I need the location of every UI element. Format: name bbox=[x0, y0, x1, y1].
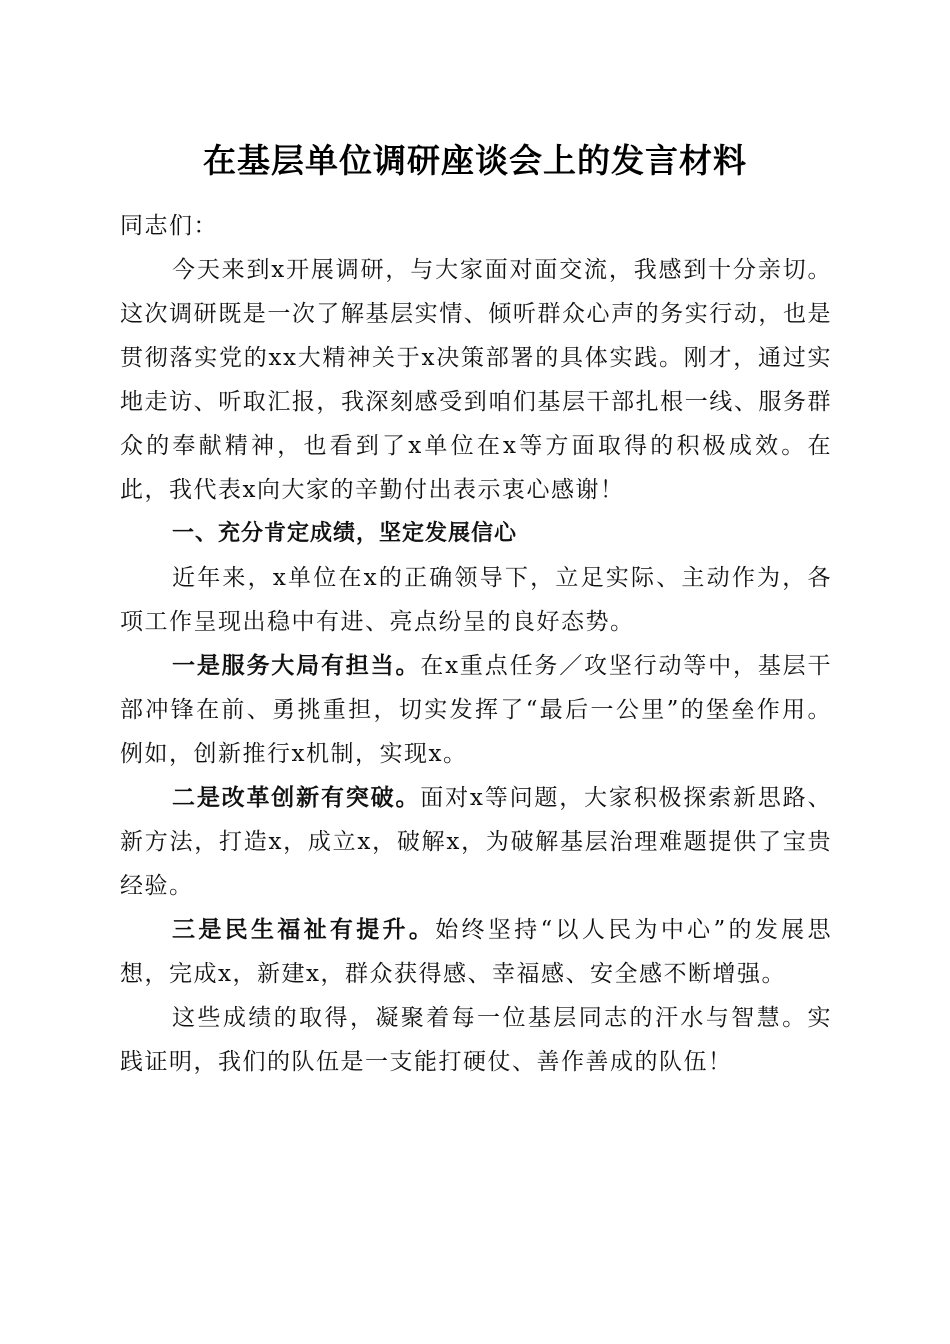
section-intro-paragraph: 近年来，x单位在x的正确领导下，立足实际、主动作为，各项工作呈现出稳中有进、亮点纷呈的良好态势。 bbox=[120, 565, 832, 635]
point-lead-2: 二是改革创新有突破。 bbox=[172, 784, 421, 811]
point-text-2: 面对x等问题，大家积极探索新思路、新方法，打造x，成立x，破解x，为破解基层治理难题提供了宝贵经验。 bbox=[120, 785, 832, 899]
point-paragraph-1 bbox=[120, 644, 832, 776]
point-lead-3: 三是民生福祉有提升。 bbox=[172, 916, 436, 943]
point-paragraph-3 bbox=[120, 908, 832, 996]
point-text-1: 在x重点任务／攻坚行动等中，基层干部冲锋在前、勇挑重担，切实发挥了“最后一公里”的堡垒作用。例如，创新推行x机制，实现x。 bbox=[120, 653, 832, 767]
closing-paragraph: 这些成绩的取得，凝聚着每一位基层同志的汗水与智慧。实践证明，我们的队伍是一支能打硬仗、善作善成的队伍！ bbox=[120, 1005, 832, 1075]
point-lead-1: 一是服务大局有担当。 bbox=[172, 652, 421, 679]
section-heading: 一、充分肯定成绩，坚定发展信心 bbox=[172, 521, 518, 546]
salutation: 同志们： bbox=[120, 213, 218, 239]
document-title: 在基层单位调研座谈会上的发言材料 bbox=[203, 141, 747, 180]
point-text-3: 始终坚持“以人民为中心”的发展思想，完成x，新建x，群众获得感、幸福感、安全感不断增强。 bbox=[120, 917, 832, 987]
point-paragraph-2 bbox=[120, 776, 832, 908]
document-body bbox=[120, 204, 832, 1084]
intro-paragraph: 今天来到x开展调研，与大家面对面交流，我感到十分亲切。这次调研既是一次了解基层实情、倾听群众心声的务实行动，也是贯彻落实党的xx大精神关于x决策部署的具体实践。刚才，通过实地走访、听取汇报，我深刻感受到咱们基层干部扎根一线、服务群众的奉献精神，也看到了x单位在x等方面取得的积极成效。在此，我代表x向大家的辛勤付出表示衷心感谢！ bbox=[120, 257, 832, 503]
